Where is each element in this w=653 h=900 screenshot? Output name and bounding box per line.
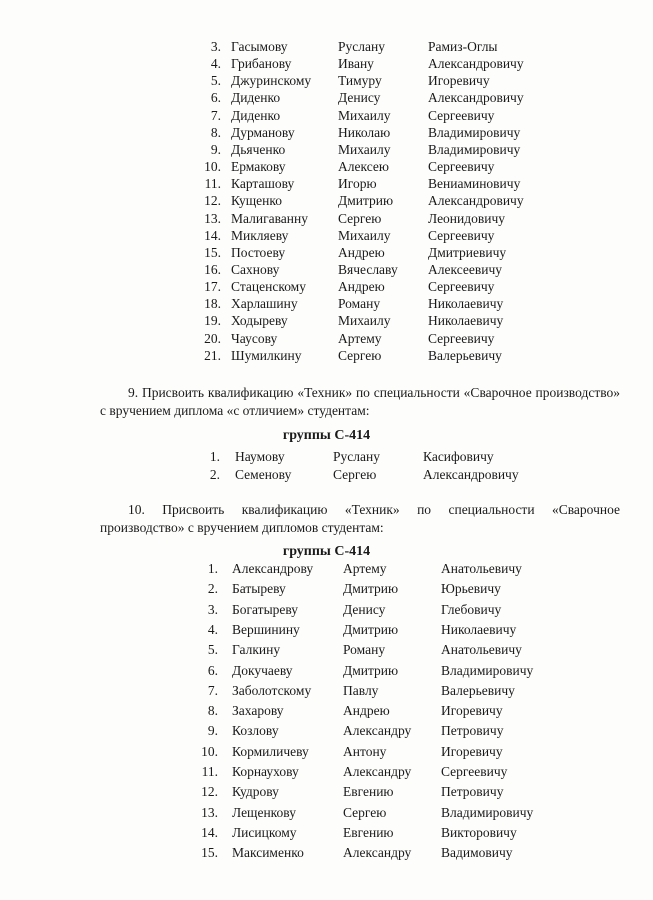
item-number: 8. xyxy=(207,703,218,719)
patronymic: Владимировичу xyxy=(428,141,521,157)
list-item xyxy=(0,743,653,761)
surname: Козлову xyxy=(232,723,279,739)
patronymic: Глебовичу xyxy=(441,601,502,617)
list-item xyxy=(0,448,653,466)
surname: Богатыреву xyxy=(232,601,299,617)
patronymic: Юрьевичу xyxy=(441,581,501,597)
item-number: 18. xyxy=(204,296,221,312)
surname: Диденко xyxy=(231,107,281,123)
surname: Микляеву xyxy=(231,227,289,243)
surname: Заболотскому xyxy=(232,682,312,698)
item-number: 11. xyxy=(201,764,218,779)
patronymic: Вадимовичу xyxy=(441,845,513,861)
surname: Гасымову xyxy=(231,39,288,54)
given-name: Роману xyxy=(343,642,386,658)
list-item xyxy=(0,141,653,159)
group-heading-honors: группы С-414 xyxy=(282,428,371,443)
surname: Наумову xyxy=(235,449,285,464)
patronymic: Сергеевичу xyxy=(428,279,495,295)
item-number: 1. xyxy=(207,561,218,576)
item-number: 17. xyxy=(204,279,221,295)
given-name: Артему xyxy=(343,561,387,576)
list-item xyxy=(0,158,653,176)
surname: Лещенкову xyxy=(232,804,296,820)
surname: Александрову xyxy=(232,561,314,576)
surname: Ермакову xyxy=(231,159,286,175)
list-item xyxy=(0,312,653,330)
list-item xyxy=(0,89,653,107)
list-item xyxy=(0,844,653,862)
patronymic: Сергеевичу xyxy=(428,227,495,243)
given-name: Павлу xyxy=(343,682,379,698)
item-number: 10. xyxy=(204,159,221,175)
patronymic: Сергеевичу xyxy=(428,330,495,346)
surname: Джуринскому xyxy=(231,73,312,89)
list-item xyxy=(0,175,653,193)
given-name: Николаю xyxy=(338,124,391,140)
surname: Галкину xyxy=(232,642,281,658)
item-number: 16. xyxy=(204,261,221,277)
surname: Корнаухову xyxy=(232,764,299,779)
list-item xyxy=(0,804,653,822)
item-number: 15. xyxy=(201,845,218,861)
item-number: 6. xyxy=(210,90,221,106)
patronymic: Александровичу xyxy=(428,193,524,209)
item-number: 9. xyxy=(207,723,218,739)
item-number: 11. xyxy=(204,176,221,192)
list-item xyxy=(0,347,653,365)
paragraph-9-text: 9. Присвоить квалификацию «Техник» по специальности «Сварочное производство» с вручением диплома «с отличием» студентам: xyxy=(100,385,620,418)
list-item xyxy=(0,330,653,348)
given-name: Антону xyxy=(343,743,387,759)
surname: Кормиличеву xyxy=(232,743,309,759)
given-name: Сергею xyxy=(338,210,382,226)
given-name: Дмитрию xyxy=(343,662,399,678)
list-item xyxy=(0,210,653,228)
given-name: Роману xyxy=(338,296,381,312)
surname: Докучаеву xyxy=(232,662,293,678)
given-name: Дмитрию xyxy=(343,581,399,597)
list-item xyxy=(0,278,653,296)
list-item xyxy=(0,662,653,680)
list-item xyxy=(0,824,653,842)
surname: Захарову xyxy=(232,703,284,719)
item-number: 21. xyxy=(204,347,221,363)
given-name: Дмитрию xyxy=(343,621,399,637)
surname: Кудрову xyxy=(232,784,279,800)
patronymic: Сергеевичу xyxy=(428,159,495,175)
item-number: 2. xyxy=(209,467,220,482)
surname: Чаусову xyxy=(231,330,278,346)
patronymic: Николаевичу xyxy=(428,296,504,312)
item-number: 10. xyxy=(201,743,218,759)
list-item xyxy=(0,560,653,578)
patronymic: Игоревичу xyxy=(428,73,490,89)
surname: Диденко xyxy=(231,90,281,106)
item-number: 5. xyxy=(210,73,221,89)
given-name: Сергею xyxy=(343,804,387,820)
patronymic: Рамиз-Оглы xyxy=(428,39,498,54)
patronymic: Петровичу xyxy=(441,784,504,800)
list-item xyxy=(0,124,653,142)
patronymic: Игоревичу xyxy=(441,703,503,719)
patronymic: Сергеевичу xyxy=(441,764,508,779)
patronymic: Николаевичу xyxy=(428,313,504,329)
list-item xyxy=(0,38,653,56)
given-name: Александру xyxy=(343,764,412,779)
given-name: Михаилу xyxy=(338,107,391,123)
patronymic: Анатольевичу xyxy=(441,561,522,576)
surname: Кущенко xyxy=(231,193,282,209)
list-item xyxy=(0,580,653,598)
item-number: 7. xyxy=(207,682,218,698)
list-item xyxy=(0,601,653,619)
given-name: Ивану xyxy=(338,56,374,72)
surname: Батыреву xyxy=(232,581,286,597)
list-item xyxy=(0,641,653,659)
group-heading-regular: группы С-414 xyxy=(282,544,371,559)
patronymic: Викторовичу xyxy=(441,824,517,840)
given-name: Руслану xyxy=(338,39,385,54)
item-number: 20. xyxy=(204,330,221,346)
given-name: Михаилу xyxy=(338,141,391,157)
patronymic: Анатольевичу xyxy=(441,642,522,658)
paragraph-9 xyxy=(100,384,620,420)
patronymic: Сергеевичу xyxy=(428,107,495,123)
list-item xyxy=(0,192,653,210)
surname: Семенову xyxy=(235,467,292,482)
item-number: 2. xyxy=(207,581,218,597)
surname: Максименко xyxy=(232,845,304,861)
surname: Лисицкому xyxy=(232,824,297,840)
item-number: 9. xyxy=(210,141,221,157)
item-number: 7. xyxy=(210,107,221,123)
list-item xyxy=(0,107,653,125)
list-item xyxy=(0,227,653,245)
list-item xyxy=(0,244,653,262)
list-item xyxy=(0,682,653,700)
given-name: Андрею xyxy=(338,279,385,295)
item-number: 13. xyxy=(201,804,218,820)
given-name: Руслану xyxy=(333,449,380,464)
given-name: Вячеславу xyxy=(338,261,398,277)
given-name: Денису xyxy=(343,601,386,617)
surname: Дьяченко xyxy=(231,141,286,157)
patronymic: Владимировичу xyxy=(441,662,534,678)
item-number: 8. xyxy=(210,124,221,140)
given-name: Михаилу xyxy=(338,313,391,329)
surname: Малигаванну xyxy=(231,210,308,226)
patronymic: Владимировичу xyxy=(441,804,534,820)
paragraph-10-text: 10. Присвоить квалификацию «Техник» по специальности «Сварочное производство» с вручением дипломов студентам: xyxy=(100,502,620,535)
patronymic: Валерьевичу xyxy=(441,682,515,698)
item-number: 1. xyxy=(209,449,220,464)
given-name: Андрею xyxy=(343,703,390,719)
item-number: 5. xyxy=(207,642,218,658)
item-number: 12. xyxy=(204,193,221,209)
patronymic: Николаевичу xyxy=(441,621,517,637)
item-number: 15. xyxy=(204,244,221,260)
surname: Дурманову xyxy=(231,124,295,140)
given-name: Евгению xyxy=(343,784,394,800)
given-name: Тимуру xyxy=(338,73,382,89)
given-name: Евгению xyxy=(343,824,394,840)
paragraph-10 xyxy=(100,501,620,537)
item-number: 4. xyxy=(207,621,218,637)
list-item xyxy=(0,621,653,639)
given-name: Михаилу xyxy=(338,227,391,243)
surname: Вершинину xyxy=(232,621,300,637)
list-item xyxy=(0,72,653,90)
given-name: Андрею xyxy=(338,244,385,260)
given-name: Александру xyxy=(343,845,412,861)
list-item xyxy=(0,763,653,781)
surname: Стаценскому xyxy=(231,279,306,295)
surname: Постоеву xyxy=(231,244,286,260)
patronymic: Александровичу xyxy=(423,467,519,482)
list-item xyxy=(0,702,653,720)
patronymic: Александровичу xyxy=(428,90,524,106)
patronymic: Алексеевичу xyxy=(428,261,502,277)
given-name: Артему xyxy=(338,330,382,346)
surname: Сахнову xyxy=(231,261,280,277)
patronymic: Касифовичу xyxy=(423,449,494,464)
list-item xyxy=(0,783,653,801)
item-number: 13. xyxy=(204,210,221,226)
given-name: Александру xyxy=(343,723,412,739)
surname: Ходыреву xyxy=(231,313,288,329)
patronymic: Леонидовичу xyxy=(428,210,506,226)
item-number: 12. xyxy=(201,784,218,800)
patronymic: Дмитриевичу xyxy=(428,244,507,260)
surname: Карташову xyxy=(231,176,295,192)
list-item xyxy=(0,466,653,484)
item-number: 3. xyxy=(210,39,221,54)
given-name: Алексею xyxy=(338,159,389,175)
patronymic: Александровичу xyxy=(428,56,524,72)
item-number: 14. xyxy=(201,824,218,840)
patronymic: Игоревичу xyxy=(441,743,503,759)
list-item xyxy=(0,55,653,73)
given-name: Сергею xyxy=(338,347,382,363)
item-number: 6. xyxy=(207,662,218,678)
list-item xyxy=(0,261,653,279)
item-number: 3. xyxy=(207,601,218,617)
surname: Грибанову xyxy=(231,56,292,72)
given-name: Игорю xyxy=(338,176,377,192)
given-name: Дмитрию xyxy=(338,193,394,209)
item-number: 14. xyxy=(204,227,221,243)
patronymic: Владимировичу xyxy=(428,124,521,140)
given-name: Денису xyxy=(338,90,381,106)
surname: Харлашину xyxy=(231,296,298,312)
item-number: 19. xyxy=(204,313,221,329)
list-item xyxy=(0,722,653,740)
given-name: Сергею xyxy=(333,467,377,482)
patronymic: Петровичу xyxy=(441,723,504,739)
list-item xyxy=(0,295,653,313)
patronymic: Валерьевичу xyxy=(428,347,502,363)
patronymic: Вениаминовичу xyxy=(428,176,521,192)
item-number: 4. xyxy=(210,56,221,72)
surname: Шумилкину xyxy=(231,347,302,363)
